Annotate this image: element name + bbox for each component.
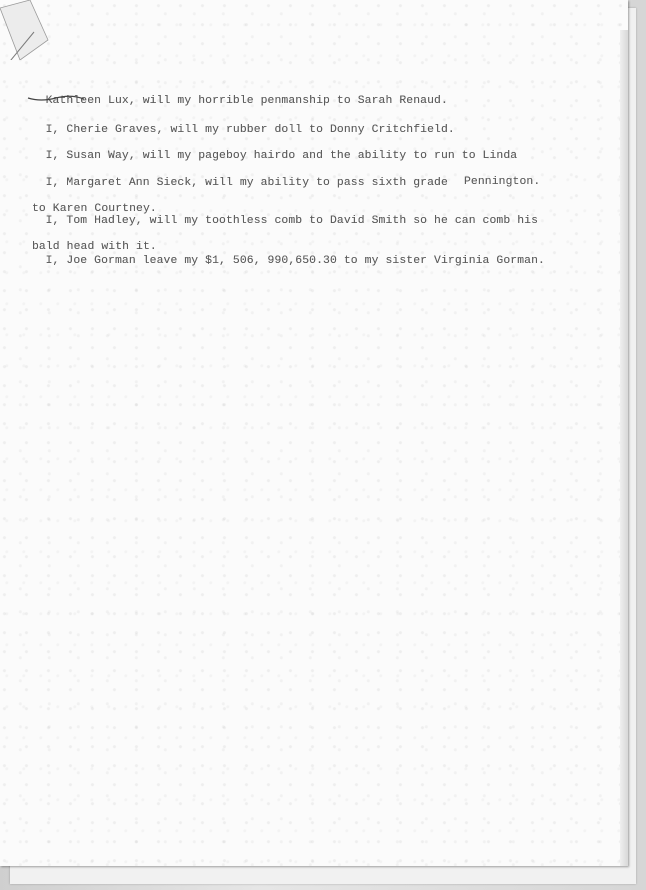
entry-continuation: Pennington.: [464, 176, 541, 188]
entry-text: Kathleen Lux, will my horrible penmanship to Sarah Renaud.: [45, 95, 448, 107]
entry-text: I, Margaret Ann Sieck, will my ability to pass sixth grade: [45, 177, 448, 189]
will-entry-6: [4, 242, 545, 281]
torn-corner-icon: [0, 0, 50, 60]
entry-text: I, Susan Way, will my pageboy hairdo and the ability to run to Linda: [45, 150, 518, 162]
entry-continuation: bald head with it.: [32, 241, 157, 253]
entry-continuation: to Karen Courtney.: [32, 203, 157, 215]
entry-text: I, Joe Gorman leave my $1, 506, 990,650.30 to my sister Virginia Gorman.: [45, 255, 545, 267]
entry-text: I, Cherie Graves, will my rubber doll to Donny Critchfield.: [45, 124, 455, 136]
paper-edge: [620, 30, 628, 866]
entry-text: I, Tom Hadley, will my toothless comb to David Smith so he can comb his: [45, 215, 539, 227]
